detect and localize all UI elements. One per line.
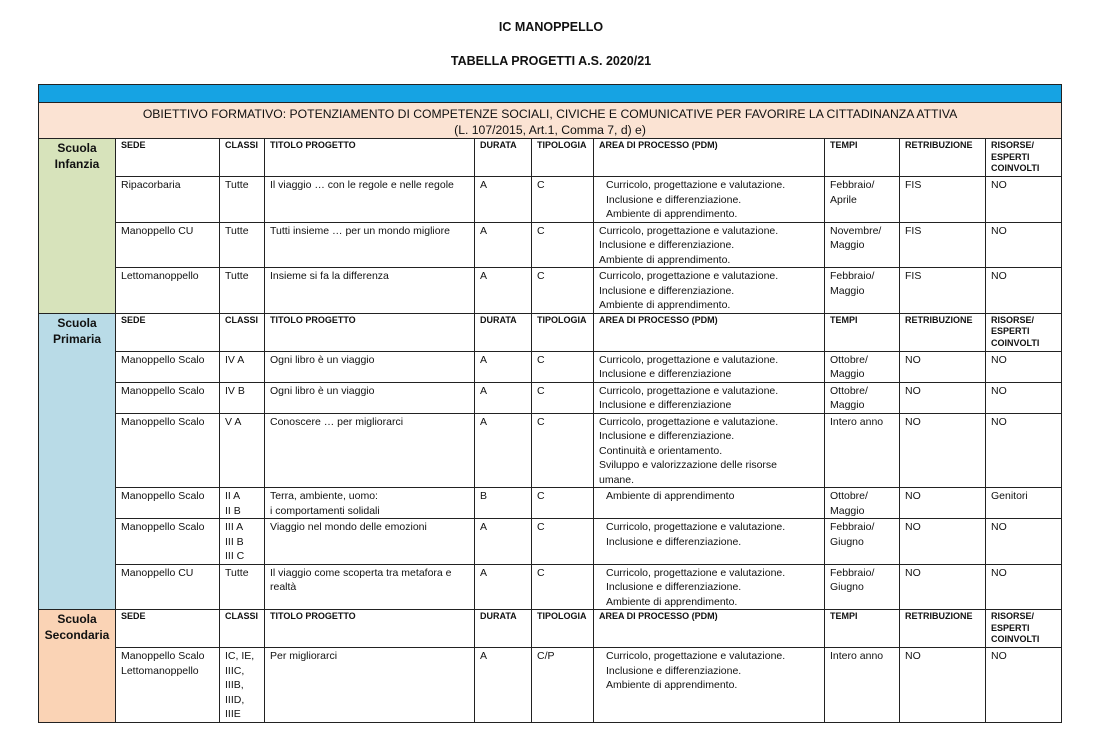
titolo-text: Ogni libro è un viaggio bbox=[270, 353, 375, 366]
classi-text: IIID, bbox=[225, 693, 245, 706]
tempi-cell bbox=[825, 351, 900, 382]
column-header-durata: DURATA bbox=[475, 313, 532, 351]
sede-cell bbox=[116, 222, 220, 268]
tempi-text: Intero anno bbox=[830, 415, 884, 428]
tempi-cell bbox=[825, 222, 900, 268]
table-row bbox=[39, 564, 1062, 610]
column-header-risorse bbox=[986, 139, 1062, 177]
titolo-text: Insieme si fa la differenza bbox=[270, 270, 389, 282]
area-text: Ambiente di apprendimento. bbox=[606, 595, 738, 608]
school-level-cell bbox=[39, 139, 116, 314]
column-header-durata: DURATA bbox=[475, 610, 532, 648]
sede-text: Lettomanoppello bbox=[121, 664, 199, 677]
column-header-risorse-line: RISORSE/ bbox=[991, 140, 1035, 150]
area-text: Sviluppo e valorizzazione delle risorse bbox=[599, 459, 778, 471]
sede-text: Manoppello CU bbox=[121, 566, 194, 579]
risorse-cell: NO bbox=[986, 268, 1062, 314]
durata-cell: A bbox=[475, 351, 532, 382]
table-row bbox=[39, 351, 1062, 382]
area-text: Inclusione e differenziazione. bbox=[599, 239, 735, 251]
retribuzione-cell: NO bbox=[900, 488, 986, 519]
titolo-cell bbox=[265, 488, 475, 519]
area-text: Curricolo, progettazione e valutazione. bbox=[606, 650, 786, 662]
tempi-text: Febbraio/ bbox=[830, 566, 875, 579]
tempi-cell bbox=[825, 413, 900, 488]
tempi-cell bbox=[825, 382, 900, 413]
area-text: Ambiente di apprendimento. bbox=[599, 299, 731, 311]
titolo-text: realtà bbox=[270, 581, 297, 593]
tipologia-cell: C bbox=[532, 413, 594, 488]
area-text: Inclusione e differenziazione bbox=[599, 368, 732, 380]
sede-cell bbox=[116, 351, 220, 382]
titolo-text: Terra, ambiente, uomo: bbox=[270, 490, 378, 502]
area-cell bbox=[594, 648, 825, 723]
tempi-text: Giugno bbox=[830, 535, 864, 548]
titolo-text: Il viaggio come scoperta tra metafora e bbox=[270, 566, 452, 579]
risorse-cell: NO bbox=[986, 351, 1062, 382]
column-header-titolo: TITOLO PROGETTO bbox=[265, 610, 475, 648]
titolo-cell bbox=[265, 351, 475, 382]
risorse-cell: NO bbox=[986, 382, 1062, 413]
classi-text: IV B bbox=[225, 384, 245, 397]
sede-cell bbox=[116, 268, 220, 314]
tipologia-cell: C bbox=[532, 177, 594, 223]
column-header-tipologia: TIPOLOGIA bbox=[532, 313, 594, 351]
sede-cell bbox=[116, 564, 220, 610]
classi-cell bbox=[220, 413, 265, 488]
area-text: Curricolo, progettazione e valutazione. bbox=[599, 384, 779, 397]
titolo-cell bbox=[265, 382, 475, 413]
area-text: Ambiente di apprendimento. bbox=[599, 253, 731, 266]
retribuzione-cell: NO bbox=[900, 382, 986, 413]
tempi-text: Febbraio/ bbox=[830, 179, 875, 191]
retribuzione-cell: FIS bbox=[900, 268, 986, 314]
classi-cell bbox=[220, 382, 265, 413]
area-text: Inclusione e differenziazione. bbox=[606, 664, 742, 677]
classi-cell bbox=[220, 564, 265, 610]
classi-text: III A bbox=[225, 521, 244, 533]
column-header-tipologia: TIPOLOGIA bbox=[532, 610, 594, 648]
classi-cell bbox=[220, 648, 265, 723]
titolo-text: Il viaggio … con le regole e nelle regole bbox=[270, 179, 454, 191]
area-text: Curricolo, progettazione e valutazione. bbox=[599, 224, 779, 237]
area-text: Inclusione e differenziazione. bbox=[599, 430, 735, 442]
sede-cell bbox=[116, 488, 220, 519]
retribuzione-cell: FIS bbox=[900, 177, 986, 223]
area-cell bbox=[594, 413, 825, 488]
sede-text: Manoppello Scalo bbox=[121, 650, 205, 662]
school-level-label: Primaria bbox=[52, 331, 102, 346]
area-cell bbox=[594, 564, 825, 610]
tempi-text: Ottobre/ bbox=[830, 490, 868, 502]
objective-law-reference: (L. 107/2015, Art.1, Comma 7, d) e) bbox=[454, 123, 646, 137]
column-header-retribuzione: RETRIBUZIONE bbox=[900, 313, 986, 351]
column-header-sede: SEDE bbox=[116, 139, 220, 177]
section-header-row bbox=[39, 313, 1062, 351]
area-text: Ambiente di apprendimento. bbox=[606, 208, 738, 220]
tempi-text: Maggio bbox=[830, 504, 865, 517]
column-header-classi: CLASSI bbox=[220, 139, 265, 177]
risorse-cell: NO bbox=[986, 413, 1062, 488]
classi-text: II B bbox=[225, 504, 241, 517]
area-text: Curricolo, progettazione e valutazione. bbox=[599, 270, 779, 282]
area-text: Curricolo, progettazione e valutazione. bbox=[606, 179, 786, 191]
school-level-label: Scuola bbox=[57, 315, 97, 330]
sede-cell bbox=[116, 177, 220, 223]
tempi-text: Ottobre/ bbox=[830, 384, 868, 397]
classi-text: IIIC, bbox=[225, 664, 245, 677]
titolo-text: Per migliorarci bbox=[270, 650, 338, 662]
classi-text: IIIE bbox=[225, 708, 241, 720]
column-header-sede: SEDE bbox=[116, 610, 220, 648]
tempi-text: Febbraio/ bbox=[830, 270, 875, 282]
classi-text: IIIB, bbox=[225, 679, 244, 691]
column-header-retribuzione: RETRIBUZIONE bbox=[900, 610, 986, 648]
school-level-label: Scuola bbox=[57, 141, 97, 155]
tempi-cell bbox=[825, 564, 900, 610]
sede-text: Manoppello Scalo bbox=[121, 490, 205, 502]
projects-table bbox=[38, 84, 1062, 723]
area-text: Curricolo, progettazione e valutazione. bbox=[606, 521, 786, 533]
risorse-cell: NO bbox=[986, 648, 1062, 723]
retribuzione-cell: NO bbox=[900, 564, 986, 610]
area-text: Inclusione e differenziazione. bbox=[606, 535, 742, 548]
classi-text: II A bbox=[225, 490, 241, 502]
column-header-risorse bbox=[986, 610, 1062, 648]
titolo-text: Tutti insieme … per un mondo migliore bbox=[270, 224, 450, 237]
tipologia-cell: C/P bbox=[532, 648, 594, 723]
column-header-tipologia: TIPOLOGIA bbox=[532, 139, 594, 177]
section-header-row bbox=[39, 139, 1062, 177]
tempi-cell bbox=[825, 268, 900, 314]
area-cell bbox=[594, 488, 825, 519]
column-header-risorse-line: COINVOLTI bbox=[991, 163, 1040, 173]
area-text: Inclusione e differenziazione. bbox=[599, 284, 735, 297]
tempi-cell bbox=[825, 488, 900, 519]
column-header-risorse-line: RISORSE/ bbox=[991, 314, 1035, 325]
durata-cell: A bbox=[475, 648, 532, 723]
column-header-durata: DURATA bbox=[475, 139, 532, 177]
area-text: Curricolo, progettazione e valutazione. bbox=[606, 566, 786, 579]
classi-text: Tutte bbox=[225, 566, 249, 579]
risorse-cell: NO bbox=[986, 519, 1062, 565]
tempi-text: Maggio bbox=[830, 368, 865, 380]
retribuzione-cell: NO bbox=[900, 648, 986, 723]
titolo-text: i comportamenti solidali bbox=[270, 504, 380, 517]
sede-text: Manoppello Scalo bbox=[121, 353, 205, 366]
sede-cell bbox=[116, 413, 220, 488]
titolo-text: Conoscere … per migliorarci bbox=[270, 415, 404, 428]
classi-text: Tutte bbox=[225, 224, 249, 237]
table-row bbox=[39, 268, 1062, 314]
column-header-risorse-line: COINVOLTI bbox=[991, 634, 1040, 644]
school-level-label: Infanzia bbox=[54, 157, 100, 171]
tipologia-cell: C bbox=[532, 488, 594, 519]
sede-cell bbox=[116, 382, 220, 413]
table-row bbox=[39, 382, 1062, 413]
column-header-titolo: TITOLO PROGETTO bbox=[265, 313, 475, 351]
classi-text: IC, IE, bbox=[225, 650, 255, 662]
titolo-cell bbox=[265, 564, 475, 610]
classi-text: IV A bbox=[225, 353, 245, 366]
risorse-cell: Genitori bbox=[986, 488, 1062, 519]
risorse-cell: NO bbox=[986, 222, 1062, 268]
tempi-text: Aprile bbox=[830, 193, 857, 206]
titolo-cell bbox=[265, 413, 475, 488]
risorse-cell: NO bbox=[986, 564, 1062, 610]
titolo-cell bbox=[265, 268, 475, 314]
durata-cell: A bbox=[475, 177, 532, 223]
column-header-tempi: TEMPI bbox=[825, 610, 900, 648]
tempi-cell bbox=[825, 648, 900, 723]
tempi-cell bbox=[825, 177, 900, 223]
titolo-text: Viaggio nel mondo delle emozioni bbox=[270, 521, 427, 533]
tempi-cell bbox=[825, 519, 900, 565]
tipologia-cell: C bbox=[532, 351, 594, 382]
column-header-area: AREA DI PROCESSO (PDM) bbox=[594, 139, 825, 177]
sede-text: Ripacorbaria bbox=[121, 179, 181, 191]
classi-text: III B bbox=[225, 535, 244, 548]
column-header-area: AREA DI PROCESSO (PDM) bbox=[594, 610, 825, 648]
classi-text: Tutte bbox=[225, 179, 249, 191]
section-header-row bbox=[39, 610, 1062, 648]
area-text: Curricolo, progettazione e valutazione. bbox=[599, 353, 779, 366]
column-header-classi: CLASSI bbox=[220, 610, 265, 648]
titolo-cell bbox=[265, 648, 475, 723]
school-level-cell bbox=[39, 313, 116, 610]
classi-cell bbox=[220, 268, 265, 314]
area-cell bbox=[594, 382, 825, 413]
objective-title: OBIETTIVO FORMATIVO: POTENZIAMENTO DI COMPETENZE SOCIALI, CIVICHE E COMUNICATIVE PER FAVORIRE LA CITTADINANZA ATTIVA bbox=[142, 107, 958, 121]
sede-text: Manoppello CU bbox=[121, 224, 194, 237]
tempi-text: Ottobre/ bbox=[830, 353, 868, 366]
area-text: Inclusione e differenziazione bbox=[599, 399, 732, 411]
titolo-cell bbox=[265, 177, 475, 223]
area-cell bbox=[594, 222, 825, 268]
column-header-retribuzione: RETRIBUZIONE bbox=[900, 139, 986, 177]
area-cell bbox=[594, 351, 825, 382]
durata-cell: B bbox=[475, 488, 532, 519]
durata-cell: A bbox=[475, 222, 532, 268]
column-header-risorse-line: ESPERTI bbox=[991, 622, 1030, 633]
school-level-label: Scuola bbox=[57, 612, 97, 626]
column-header-risorse-line: COINVOLTI bbox=[991, 337, 1040, 348]
tipologia-cell: C bbox=[532, 519, 594, 565]
titolo-text: Ogni libro è un viaggio bbox=[270, 384, 375, 397]
area-text: Curricolo, progettazione e valutazione. bbox=[599, 415, 779, 428]
column-header-area: AREA DI PROCESSO (PDM) bbox=[594, 313, 825, 351]
table-row bbox=[39, 222, 1062, 268]
column-header-sede: SEDE bbox=[116, 313, 220, 351]
tipologia-cell: C bbox=[532, 382, 594, 413]
classi-text: Tutte bbox=[225, 270, 249, 282]
classi-cell bbox=[220, 519, 265, 565]
table-title: TABELLA PROGETTI A.S. 2020/21 bbox=[450, 54, 652, 68]
area-text: Ambiente di apprendimento. bbox=[606, 679, 738, 691]
retribuzione-cell: NO bbox=[900, 351, 986, 382]
area-text: Inclusione e differenziazione. bbox=[606, 581, 742, 593]
column-header-risorse-line: ESPERTI bbox=[991, 151, 1030, 162]
classi-text: III C bbox=[225, 550, 245, 562]
tipologia-cell: C bbox=[532, 564, 594, 610]
retribuzione-cell: NO bbox=[900, 519, 986, 565]
column-header-classi: CLASSI bbox=[220, 313, 265, 351]
table-row bbox=[39, 519, 1062, 565]
area-cell bbox=[594, 268, 825, 314]
area-cell bbox=[594, 519, 825, 565]
tempi-text: Febbraio/ bbox=[830, 521, 875, 533]
blue-header-bar bbox=[39, 85, 1062, 103]
school-level-label: Secondaria bbox=[44, 628, 110, 642]
area-text: Continuità e orientamento. bbox=[599, 444, 723, 457]
sede-text: Lettomanoppello bbox=[121, 270, 199, 282]
classi-cell bbox=[220, 488, 265, 519]
classi-cell bbox=[220, 177, 265, 223]
table-row bbox=[39, 648, 1062, 723]
area-cell bbox=[594, 177, 825, 223]
sede-text: Manoppello Scalo bbox=[121, 415, 205, 428]
titolo-cell bbox=[265, 222, 475, 268]
classi-cell bbox=[220, 222, 265, 268]
retribuzione-cell: NO bbox=[900, 413, 986, 488]
durata-cell: A bbox=[475, 268, 532, 314]
sede-text: Manoppello Scalo bbox=[121, 521, 205, 533]
column-header-risorse-line: RISORSE/ bbox=[991, 611, 1035, 621]
durata-cell: A bbox=[475, 382, 532, 413]
table-row bbox=[39, 488, 1062, 519]
area-text: Ambiente di apprendimento bbox=[606, 490, 735, 502]
sede-cell bbox=[116, 648, 220, 723]
sede-cell bbox=[116, 519, 220, 565]
objective-row bbox=[39, 103, 1062, 139]
tempi-text: Novembre/ bbox=[830, 224, 882, 237]
table-row bbox=[39, 413, 1062, 488]
school-level-cell bbox=[39, 610, 116, 723]
column-header-tempi: TEMPI bbox=[825, 139, 900, 177]
tipologia-cell: C bbox=[532, 222, 594, 268]
durata-cell: A bbox=[475, 413, 532, 488]
durata-cell: A bbox=[475, 564, 532, 610]
tempi-text: Maggio bbox=[830, 239, 865, 251]
column-header-tempi: TEMPI bbox=[825, 313, 900, 351]
titolo-cell bbox=[265, 519, 475, 565]
risorse-cell: NO bbox=[986, 177, 1062, 223]
column-header-risorse-line: ESPERTI bbox=[991, 326, 1030, 336]
classi-text: V A bbox=[225, 415, 242, 428]
durata-cell: A bbox=[475, 519, 532, 565]
tipologia-cell: C bbox=[532, 268, 594, 314]
column-header-risorse bbox=[986, 313, 1062, 351]
tempi-text: Intero anno bbox=[830, 650, 884, 662]
tempi-text: Giugno bbox=[830, 581, 864, 593]
sede-text: Manoppello Scalo bbox=[121, 384, 205, 397]
area-text: Inclusione e differenziazione. bbox=[606, 193, 742, 206]
school-name: IC MANOPPELLO bbox=[498, 20, 604, 34]
classi-cell bbox=[220, 351, 265, 382]
tempi-text: Maggio bbox=[830, 399, 865, 411]
column-header-titolo: TITOLO PROGETTO bbox=[265, 139, 475, 177]
retribuzione-cell: FIS bbox=[900, 222, 986, 268]
tempi-text: Maggio bbox=[830, 284, 865, 297]
table-row bbox=[39, 177, 1062, 223]
area-text: umane. bbox=[599, 473, 635, 486]
